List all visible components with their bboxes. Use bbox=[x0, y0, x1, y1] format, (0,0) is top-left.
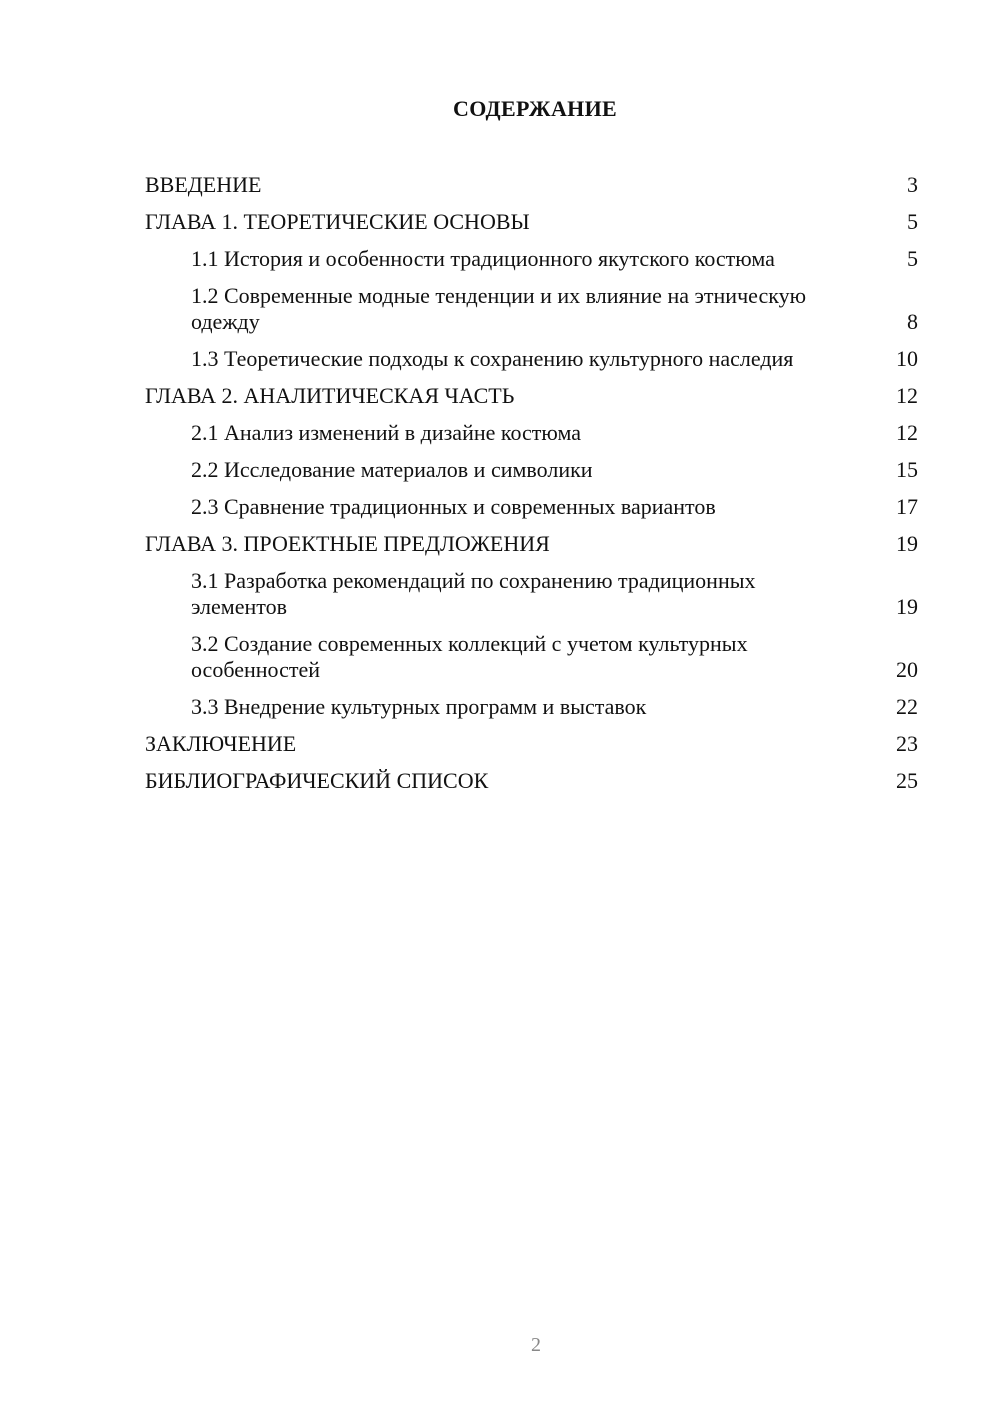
table-of-contents bbox=[145, 167, 918, 800]
toc-entry-page: 19 bbox=[896, 531, 918, 556]
toc-entry-label: 1.3 Теоретические подходы к сохранению культурного наследия bbox=[191, 346, 794, 371]
toc-entry-section-3-1[interactable] bbox=[145, 563, 918, 626]
toc-entry-page: 23 bbox=[896, 731, 918, 756]
toc-entry-chapter-3[interactable] bbox=[145, 526, 918, 563]
toc-entry-section-1-1[interactable] bbox=[145, 241, 918, 278]
toc-entry-section-2-2[interactable] bbox=[145, 452, 918, 489]
toc-entry-page: 15 bbox=[896, 457, 918, 482]
toc-entry-section-3-2[interactable] bbox=[145, 626, 918, 689]
toc-entry-label: ГЛАВА 3. ПРОЕКТНЫЕ ПРЕДЛОЖЕНИЯ bbox=[145, 531, 550, 556]
toc-entry-introduction[interactable] bbox=[145, 167, 918, 204]
toc-entry-page: 22 bbox=[896, 694, 918, 719]
toc-entry-bibliography[interactable] bbox=[145, 763, 918, 800]
toc-entry-label: 2.2 Исследование материалов и символики bbox=[191, 457, 593, 482]
toc-entry-label: 3.1 Разработка рекомендаций по сохранению традиционных элементов bbox=[191, 568, 756, 619]
toc-entry-label: ВВЕДЕНИЕ bbox=[145, 172, 262, 197]
page-number: 2 bbox=[531, 1334, 541, 1356]
toc-entry-section-1-2[interactable] bbox=[145, 278, 918, 341]
toc-entry-label: 3.2 Создание современных коллекций с учетом культурных особенностей bbox=[191, 631, 748, 682]
toc-entry-label: 2.1 Анализ изменений в дизайне костюма bbox=[191, 420, 582, 445]
toc-entry-page: 5 bbox=[907, 209, 918, 234]
toc-entry-label: 1.1 История и особенности традиционного якутского костюма bbox=[191, 246, 775, 271]
toc-entry-section-3-3[interactable] bbox=[145, 689, 918, 726]
toc-entry-section-2-1[interactable] bbox=[145, 415, 918, 452]
toc-entry-label: 3.3 Внедрение культурных программ и выставок bbox=[191, 694, 647, 719]
toc-entry-page: 5 bbox=[907, 246, 918, 271]
toc-entry-page: 10 bbox=[896, 346, 918, 371]
toc-entry-page: 12 bbox=[896, 420, 918, 445]
toc-entry-section-2-3[interactable] bbox=[145, 489, 918, 526]
toc-entry-page: 8 bbox=[907, 309, 918, 334]
toc-entry-page: 17 bbox=[896, 494, 918, 519]
page-title: СОДЕРЖАНИЕ bbox=[453, 96, 617, 121]
toc-entry-page: 3 bbox=[907, 172, 918, 197]
toc-entry-page: 20 bbox=[896, 657, 918, 682]
toc-entry-label: 1.2 Современные модные тенденции и их влияние на этническую одежду bbox=[191, 283, 807, 334]
toc-entry-label: БИБЛИОГРАФИЧЕСКИЙ СПИСОК bbox=[145, 768, 489, 793]
toc-entry-section-1-3[interactable] bbox=[145, 341, 918, 378]
toc-entry-page: 12 bbox=[896, 383, 918, 408]
toc-entry-chapter-2[interactable] bbox=[145, 378, 918, 415]
toc-entry-label: ГЛАВА 2. АНАЛИТИЧЕСКАЯ ЧАСТЬ bbox=[145, 383, 515, 408]
toc-entry-page: 19 bbox=[896, 594, 918, 619]
toc-entry-label: ЗАКЛЮЧЕНИЕ bbox=[145, 731, 297, 756]
toc-entry-conclusion[interactable] bbox=[145, 726, 918, 763]
toc-entry-page: 25 bbox=[896, 768, 918, 793]
toc-entry-chapter-1[interactable] bbox=[145, 204, 918, 241]
toc-entry-label: 2.3 Сравнение традиционных и современных вариантов bbox=[191, 494, 716, 519]
toc-entry-label: ГЛАВА 1. ТЕОРЕТИЧЕСКИЕ ОСНОВЫ bbox=[145, 209, 530, 234]
